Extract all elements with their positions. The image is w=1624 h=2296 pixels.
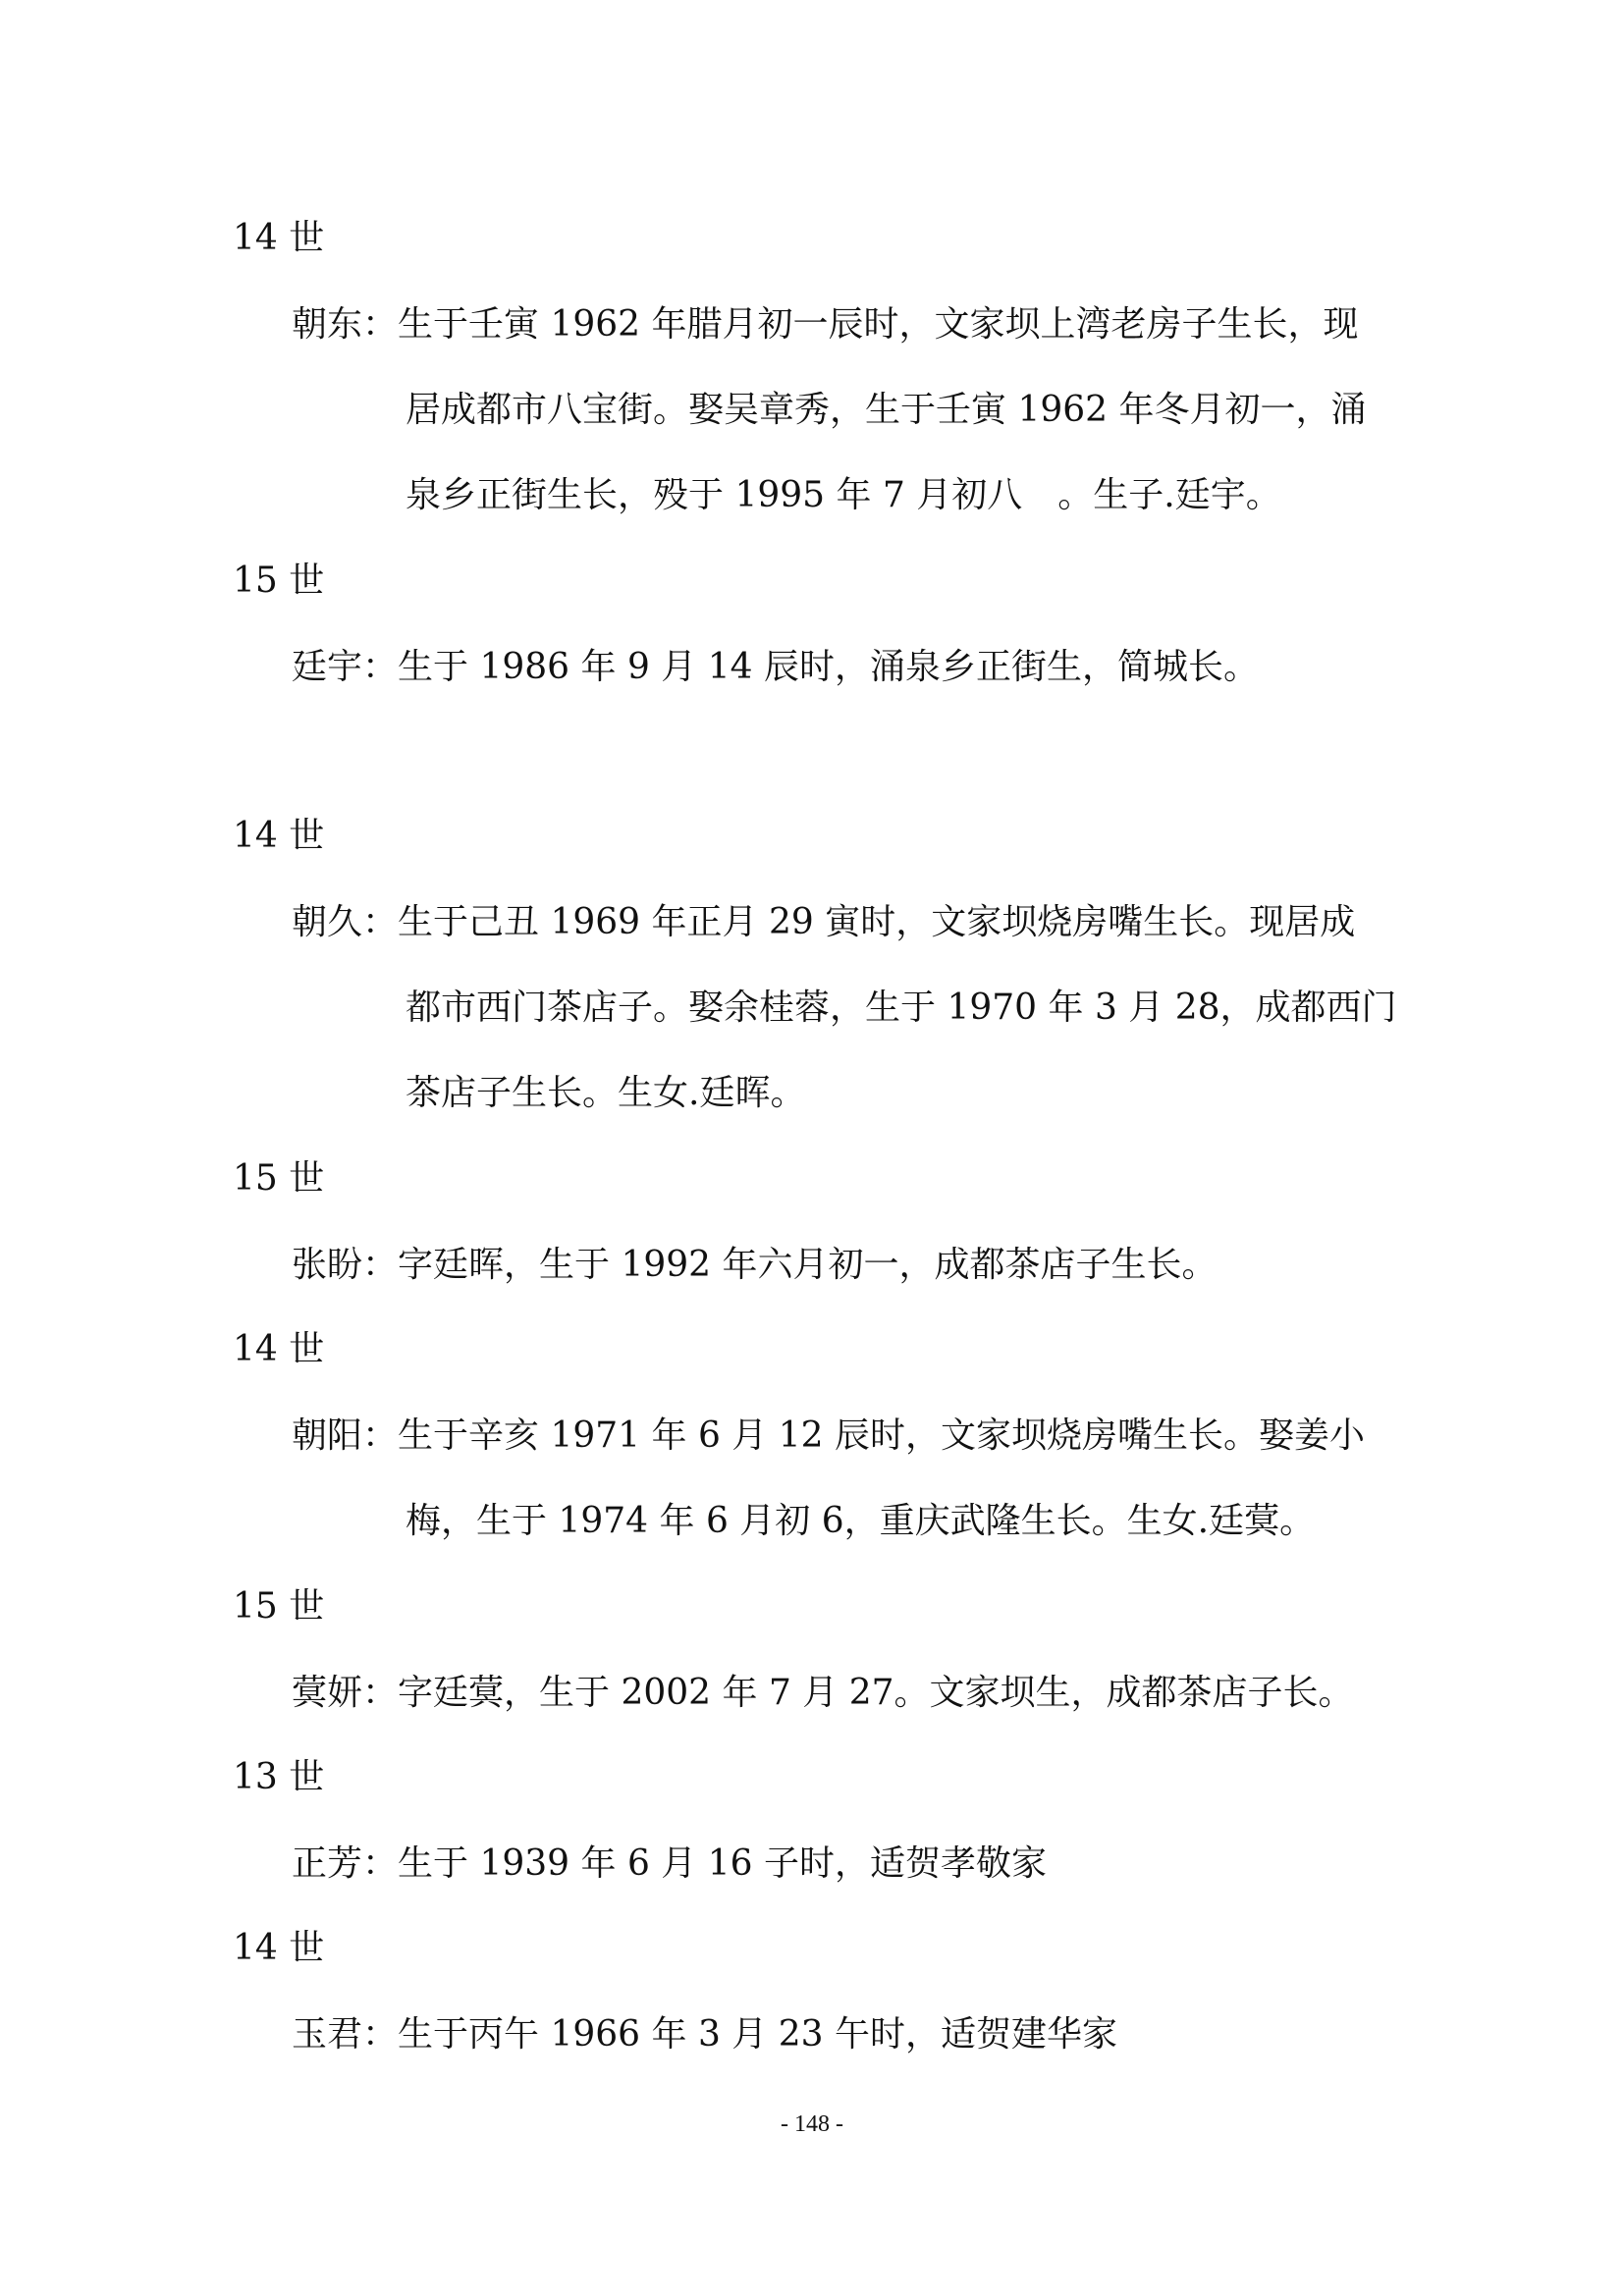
generation-heading: 15 世	[233, 1586, 325, 1627]
genealogy-entry	[292, 880, 1421, 1136]
entry-line: 正芳：生于 1939 年 6 月 16 子时，适贺孝敬家	[292, 1843, 1047, 1884]
genealogy-entry	[292, 282, 1421, 538]
entry-line: 都市西门茶店子。娶余桂蓉，生于 1970 年 3 月 28，成都西门	[406, 988, 1397, 1028]
entry-line: 梅，生于 1974 年 6 月初 6，重庆武隆生长。生女.廷蓂。	[406, 1501, 1316, 1541]
generation-heading: 15 世	[233, 561, 325, 601]
entry-line: 蓂妍：字廷蓂，生于 2002 年 7 月 27。文家坝生，成都茶店子长。	[292, 1673, 1354, 1713]
genealogy-entry	[292, 1650, 1421, 1735]
entry-line: 茶店子生长。生女.廷晖。	[406, 1073, 806, 1113]
generation-heading: 14 世	[233, 1928, 325, 1968]
entry-line: 廷宇：生于 1986 年 9 月 14 辰时，涌泉乡正街生，简城长。	[292, 647, 1259, 687]
generation-heading: 14 世	[233, 218, 325, 258]
generation-heading: 14 世	[233, 1329, 325, 1369]
page-number: - 148 -	[781, 2111, 843, 2137]
entry-line: 泉乡正街生长，殁于 1995 年 7 月初八 。生子.廷宇。	[406, 475, 1281, 515]
entry-line: 居成都市八宝街。娶吴章秀，生于壬寅 1962 年冬月初一，涌	[406, 390, 1367, 430]
genealogy-entry	[292, 1393, 1421, 1564]
genealogy-entry	[292, 1992, 1421, 2077]
generation-heading: 14 世	[233, 816, 325, 856]
entry-line: 张盼：字廷晖，生于 1992 年六月初一，成都茶店子生长。	[292, 1245, 1218, 1285]
entry-line: 朝久：生于己丑 1969 年正月 29 寅时，文家坝烧房嘴生长。现居成	[292, 902, 1356, 942]
entry-line: 朝东：生于壬寅 1962 年腊月初一辰时，文家坝上湾老房子生长，现	[292, 304, 1359, 345]
entry-line: 玉君：生于丙午 1966 年 3 月 23 午时，适贺建华家	[292, 2014, 1117, 2055]
entry-line: 朝阳：生于辛亥 1971 年 6 月 12 辰时，文家坝烧房嘴生长。娶姜小	[292, 1415, 1365, 1456]
generation-heading: 15 世	[233, 1158, 325, 1199]
genealogy-entry	[292, 1821, 1421, 1906]
genealogy-entry	[292, 624, 1421, 710]
generation-heading: 13 世	[233, 1757, 325, 1797]
genealogy-entry	[292, 1222, 1421, 1308]
